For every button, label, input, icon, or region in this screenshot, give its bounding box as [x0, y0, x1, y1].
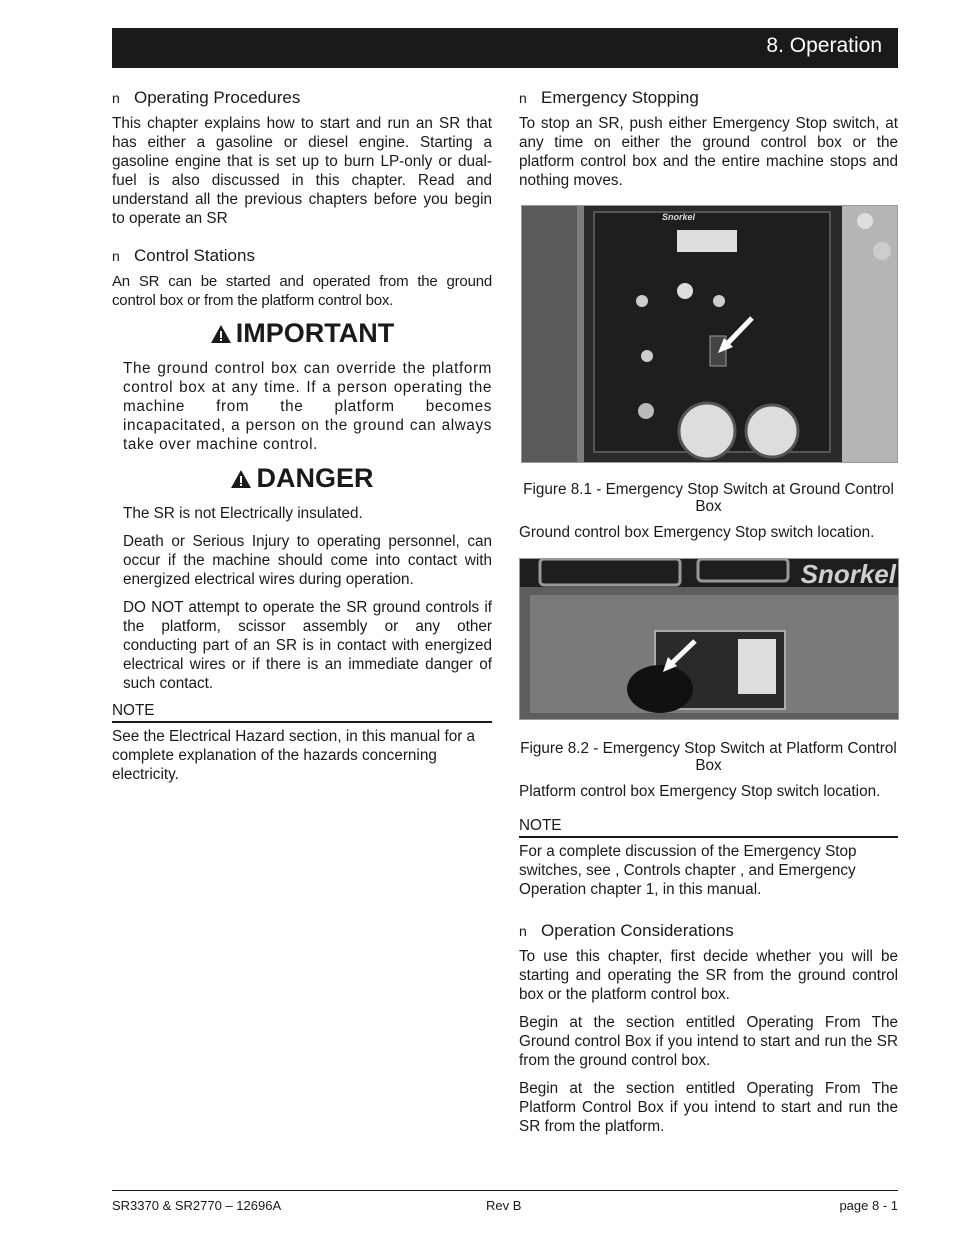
figure-ground-control-box [521, 205, 898, 463]
ground-box-brand: Snorkel [662, 212, 696, 222]
note-text: See the Electrical Hazard section, in this manual for a complete explanation of the hazards concerning electricity. [112, 728, 476, 783]
left-column [112, 88, 492, 784]
operation-considerations-heading: n Operation Considerations [519, 921, 734, 940]
figure-1-desc: Ground control box Emergency Stop switch location. [519, 524, 875, 541]
operation-considerations-text-2: Begin at the section entitled Operating From The Ground control Box if you intend to start and run the SR from the ground control box. [519, 1014, 898, 1069]
danger-text-2: Death or Serious Injury to operating personnel, can occur if the machine should come into contact with energized electrical wires during operation. [123, 533, 492, 588]
operation-considerations-text-1: To use this chapter, first decide whether you will be starting and operating the SR from the ground control box or the platform control box. [519, 948, 898, 1003]
footer-rule [112, 1190, 898, 1191]
emergency-stopping-text: To stop an SR, push either Emergency Stop switch, at any time on either the ground control box or the platform control box and the entire machine stops and nothing moves. [519, 115, 898, 189]
footer-center: Rev B [486, 1198, 522, 1213]
emergency-stopping-heading: n Emergency Stopping [519, 88, 699, 107]
warning-triangle-icon [230, 469, 252, 489]
danger-text-3: DO NOT attempt to operate the SR ground controls if the platform, scissor assembly or any other conducting part of an SR is in contact with energized electrical wires or if there is an immediate danger of such contact. [123, 599, 492, 692]
control-stations-heading: n Control Stations [112, 246, 255, 265]
important-body [112, 359, 492, 454]
operating-procedures-text: This chapter explains how to start and run an SR that has either a gasoline or diesel engine. Starting a gasoline engine that is set up to burn LP-only or dual-fuel is also discussed in this chapter. Read and understand all the previous chapters before you begin to operate an SR [112, 115, 492, 227]
figure-platform-control-box [519, 558, 899, 720]
operation-considerations-text-3: Begin at the section entitled Operating From The Platform Control Box if you intend to start and run the SR from the platform. [519, 1080, 898, 1135]
figure-2-caption: Figure 8.2 - Emergency Stop Switch at Platform Control Box [520, 740, 897, 774]
important-text: The ground control box can override the platform control box at any time. If a person operating the machine from the platform becomes incapacitated, a person on the ground can always take over machine control. [123, 360, 492, 453]
figure-2-desc: Platform control box Emergency Stop switch location. [519, 783, 881, 800]
note-label: NOTE [519, 817, 898, 838]
right-column [519, 88, 898, 1136]
footer-left: SR3370 & SR2770 – 12696A [112, 1198, 282, 1213]
control-stations-text: An SR can be started and operated from the ground control box or from the platform control box. [112, 273, 492, 309]
platform-box-brand: Snorkel [800, 559, 896, 589]
bullet-icon: n [112, 90, 120, 106]
bullet-icon: n [519, 90, 527, 106]
danger-text-1: The SR is not Electrically insulated. [123, 505, 363, 522]
bullet-icon: n [519, 923, 527, 939]
danger-body [112, 504, 492, 693]
note-label: NOTE [112, 702, 492, 723]
page-title: 8. Operation [766, 34, 882, 57]
bullet-icon: n [112, 248, 120, 264]
important-title: IMPORTANT [112, 318, 492, 349]
note-text: For a complete discussion of the Emergency Stop switches, see , Controls chapter , and Emergency Operation chapter 1, in this manual. [519, 843, 857, 898]
danger-title: DANGER [112, 463, 492, 494]
operating-procedures-heading: n Operating Procedures [112, 88, 301, 107]
figure-1-caption: Figure 8.1 - Emergency Stop Switch at Ground Control Box [523, 481, 894, 515]
header-bar [112, 28, 898, 68]
warning-triangle-icon [210, 324, 232, 344]
ground-control-box-photo [522, 206, 897, 462]
footer-page-number: page 8 - 1 [839, 1198, 898, 1213]
